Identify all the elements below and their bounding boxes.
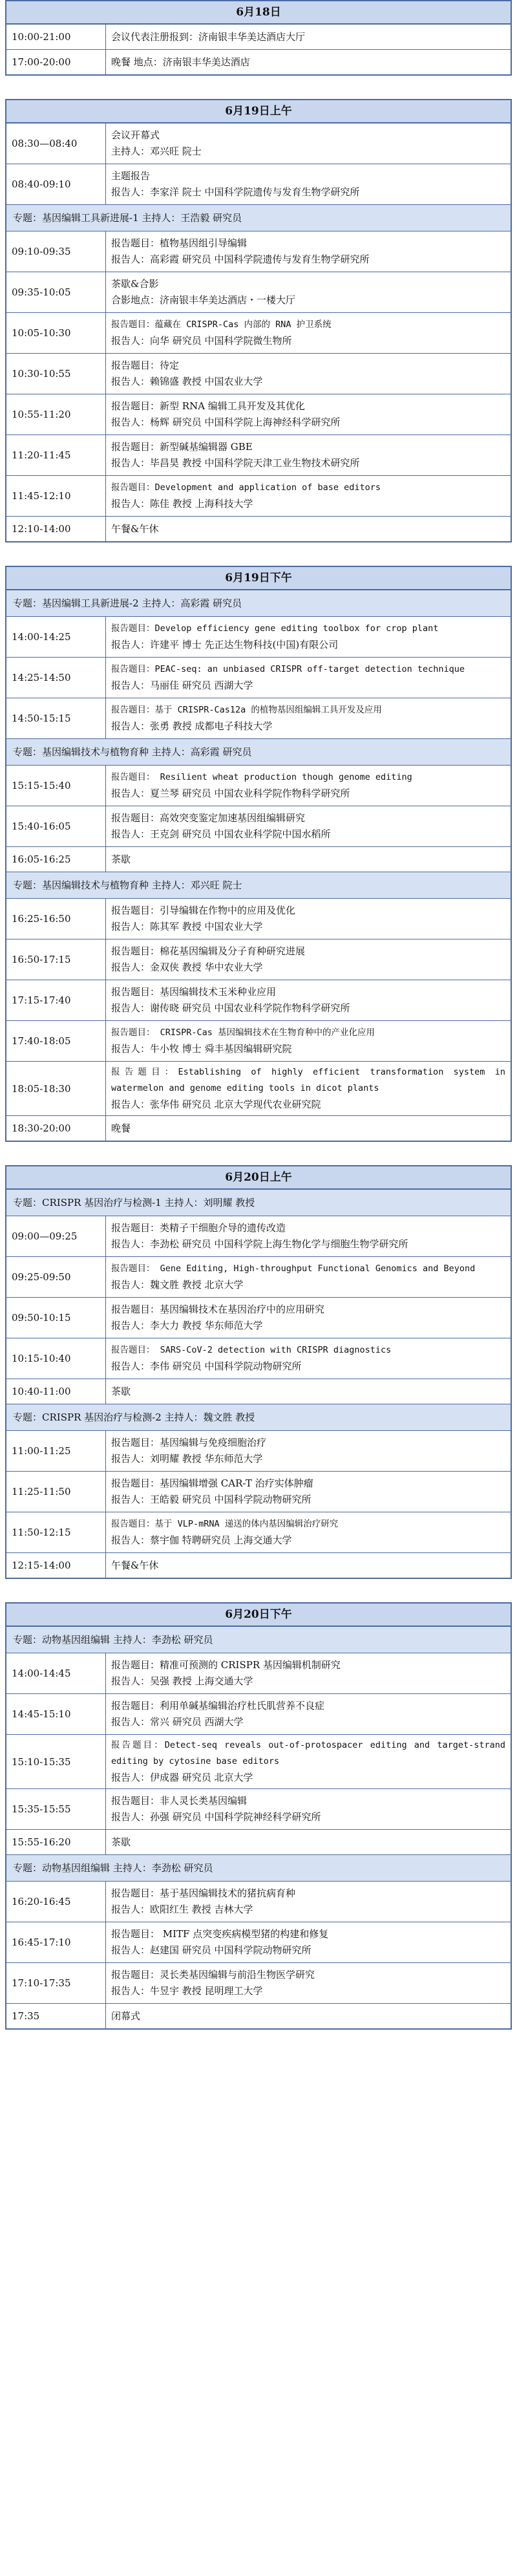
session-header: 专题：基因编辑工具新进展-2 主持人：高彩霞 研究员 xyxy=(6,590,511,616)
content-cell xyxy=(106,50,511,74)
content-cell xyxy=(106,1021,511,1061)
speaker: 报告人：常兴 研究员 西湖大学 xyxy=(111,1716,244,1728)
time-cell: 12:10-14:00 xyxy=(6,517,106,541)
talk-title: 报告题目：Develop efficiency gene editing toolbox for crop plant xyxy=(111,623,439,634)
content-cell xyxy=(106,1431,511,1471)
content-cell xyxy=(106,806,511,846)
time-cell: 10:15-10:40 xyxy=(6,1338,106,1379)
schedule-row xyxy=(6,164,511,204)
session-header: 专题：CRISPR 基因治疗与检测-1 主持人：刘明耀 教授 xyxy=(6,1189,511,1216)
content-cell xyxy=(106,847,511,872)
content-cell xyxy=(106,1379,511,1404)
content-cell xyxy=(106,2004,511,2028)
item-text: 茶歇 xyxy=(111,1385,131,1397)
content-cell xyxy=(106,1922,511,1962)
day-title: 6月19日上午 xyxy=(6,100,511,123)
content-cell xyxy=(106,1694,511,1734)
item-text: 茶歇 xyxy=(111,1836,131,1848)
item-text: 晚餐 xyxy=(111,1122,131,1134)
time-cell: 09:50-10:15 xyxy=(6,1298,106,1338)
day-title: 6月20日下午 xyxy=(6,1604,511,1626)
talk-title: 报告题目： MITF 点突变疾病模型猪的构建和修复 xyxy=(111,1928,329,1940)
speaker: 报告人：高彩霞 研究员 中国科学院遗传与发育生物学研究所 xyxy=(111,253,370,265)
speaker: 报告人：赵建国 研究员 中国科学院动物研究所 xyxy=(111,1944,311,1956)
schedule-row xyxy=(6,353,511,394)
item-text: 午餐&午休 xyxy=(111,1559,159,1571)
content-cell xyxy=(106,313,511,353)
talk-title: 报告题目： Gene Editing, High-throughput Functional Genomics and Beyond xyxy=(111,1263,476,1274)
content-cell xyxy=(106,1062,511,1115)
speaker: 报告人：李大力 教授 华东师范大学 xyxy=(111,1320,263,1331)
speaker: 报告人：陈佳 教授 上海科技大学 xyxy=(111,498,253,510)
time-cell: 17:00-20:00 xyxy=(6,50,106,74)
speaker: 报告人：刘明耀 教授 华东师范大学 xyxy=(111,1453,263,1465)
schedule-row xyxy=(6,616,511,657)
schedule-row xyxy=(6,898,511,939)
schedule-row xyxy=(6,1734,511,1788)
talk-title: 报告题目：Detect-seq reveals out-of-protospacer editing and target-strand editing by cytosine base editors xyxy=(111,1740,505,1766)
time-cell: 17:10-17:35 xyxy=(6,1963,106,2003)
speaker: 报告人：吴强 教授 上海交通大学 xyxy=(111,1675,253,1687)
speaker: 报告人：牛昱宇 教授 昆明理工大学 xyxy=(111,1985,263,1997)
speaker: 报告人：王皓毅 研究员 中国科学院动物研究所 xyxy=(111,1494,311,1505)
time-cell: 14:25-14:50 xyxy=(6,658,106,698)
talk-title: 报告题目：基于 CRISPR-Cas12a 的植物基因组编辑工具开发及应用 xyxy=(111,705,382,715)
session-header: 专题：动物基因组编辑 主持人：李劲松 研究员 xyxy=(6,1854,511,1881)
speaker: 报告人：杨辉 研究员 中国科学院上海神经科学研究所 xyxy=(111,416,341,428)
time-cell: 11:25-11:50 xyxy=(6,1472,106,1512)
schedule-row xyxy=(6,846,511,872)
schedule-row xyxy=(6,1297,511,1338)
speaker: 报告人：张勇 教授 成都电子科技大学 xyxy=(111,720,273,732)
schedule-row xyxy=(6,435,511,475)
time-cell: 10:00-21:00 xyxy=(6,25,106,49)
time-cell: 11:45-12:10 xyxy=(6,476,106,516)
content-cell xyxy=(106,698,511,738)
time-cell: 16:25-16:50 xyxy=(6,899,106,939)
schedule-row xyxy=(6,1338,511,1379)
talk-title: 报告题目： CRISPR-Cas 基因编辑技术在生物育种中的产业化应用 xyxy=(111,1027,375,1038)
schedule-row xyxy=(6,806,511,846)
content-cell xyxy=(106,123,511,164)
time-cell: 14:50-15:15 xyxy=(6,698,106,738)
time-cell: 15:15-15:40 xyxy=(6,766,106,806)
content-cell xyxy=(106,1963,511,2003)
talk-title: 报告题目：Development and application of base editors xyxy=(111,482,381,493)
speaker: 报告人：谢传晓 研究员 中国农业科学院作物科学研究所 xyxy=(111,1002,350,1014)
time-cell: 18:30-20:00 xyxy=(6,1116,106,1141)
speaker: 报告人：李伟 研究员 中国科学院动物研究所 xyxy=(111,1360,302,1372)
speaker: 报告人：向华 研究员 中国科学院微生物所 xyxy=(111,335,292,347)
schedule-row xyxy=(6,475,511,516)
day-title: 6月20日上午 xyxy=(6,1166,511,1189)
talk-title: 报告题目：新型碱基编辑器 GBE xyxy=(111,441,253,453)
day-block xyxy=(5,1602,512,2030)
speaker: 报告人：陈其军 教授 中国农业大学 xyxy=(111,921,263,932)
schedule-row xyxy=(6,1115,511,1141)
item-text: 会议代表注册报到：济南银丰华美达酒店大厅 xyxy=(111,30,306,43)
content-cell xyxy=(106,1735,511,1788)
schedule-row xyxy=(6,516,511,541)
talk-title: 报告题目：基因编辑技术玉米种业应用 xyxy=(111,986,277,998)
speaker: 报告人：欧阳红生 教授 吉林大学 xyxy=(111,1904,253,1915)
talk-title: 报告题目：蕴藏在 CRISPR-Cas 内部的 RNA 护卫系统 xyxy=(111,319,332,330)
schedule-row xyxy=(6,1653,511,1693)
time-cell: 09:00—09:25 xyxy=(6,1216,106,1256)
session-header: 专题：基因编辑技术与植物育种 主持人：邓兴旺 院士 xyxy=(6,872,511,898)
schedule-row xyxy=(6,1430,511,1471)
content-cell xyxy=(106,394,511,435)
item-text: 午餐&午休 xyxy=(111,522,159,535)
speaker: 报告人：赖锦盛 教授 中国农业大学 xyxy=(111,376,263,387)
session-header: 专题：动物基因组编辑 主持人：李劲松 研究员 xyxy=(6,1626,511,1653)
talk-title: 报告题目：基于基因编辑技术的猪抗病育种 xyxy=(111,1887,296,1899)
time-cell: 09:35-10:05 xyxy=(6,272,106,312)
time-cell: 11:50-12:15 xyxy=(6,1512,106,1552)
talk-title: 报告题目：待定 xyxy=(111,360,180,371)
talk-title: 报告题目：PEAC-seq: an unbiased CRISPR off-target detection technique xyxy=(111,664,465,674)
schedule-row xyxy=(6,765,511,806)
item-text: 合影地点：济南银丰华美达酒店・一楼大厅 xyxy=(111,294,296,306)
schedule-row xyxy=(6,231,511,272)
speaker: 报告人：毕昌昊 教授 中国科学院天津工业生物技术研究所 xyxy=(111,457,360,469)
item-text: 茶歇&合影 xyxy=(111,278,159,290)
content-cell xyxy=(106,435,511,475)
time-cell: 09:10-09:35 xyxy=(6,231,106,272)
speaker: 报告人：夏兰琴 研究员 中国农业科学院作物科学研究所 xyxy=(111,788,350,799)
content-cell xyxy=(106,1789,511,1829)
talk-title: 报告题目： SARS-CoV-2 detection with CRISPR diagnostics xyxy=(111,1345,392,1355)
time-cell: 16:50-17:15 xyxy=(6,939,106,980)
time-cell: 10:30-10:55 xyxy=(6,354,106,394)
speaker: 报告人：孙强 研究员 中国科学院神经科学研究所 xyxy=(111,1811,321,1823)
schedule-row xyxy=(6,272,511,312)
schedule-row xyxy=(6,1552,511,1578)
schedule-row xyxy=(6,657,511,698)
schedule-row xyxy=(6,1216,511,1256)
time-cell: 10:55-11:20 xyxy=(6,394,106,435)
content-cell xyxy=(106,476,511,516)
speaker: 报告人：张华伟 研究员 北京大学现代农业研究院 xyxy=(111,1099,321,1110)
content-cell xyxy=(106,1472,511,1512)
speaker: 主持人：邓兴旺 院士 xyxy=(111,145,202,157)
time-cell: 16:20-16:45 xyxy=(6,1882,106,1922)
schedule-row xyxy=(6,24,511,49)
time-cell: 18:05-18:30 xyxy=(6,1062,106,1115)
content-cell xyxy=(106,354,511,394)
speaker: 报告人：许建平 博士 先正达生物科技(中国)有限公司 xyxy=(111,639,339,650)
time-cell: 16:45-17:10 xyxy=(6,1922,106,1962)
time-cell: 17:15-17:40 xyxy=(6,980,106,1020)
time-cell: 09:25-09:50 xyxy=(6,1257,106,1297)
content-cell xyxy=(106,980,511,1020)
speaker: 报告人：魏文胜 教授 北京大学 xyxy=(111,1279,244,1291)
talk-title: 报告题目：Establishing of highly efficient transformation system in watermelon and genome editing tools in dicot plants xyxy=(111,1067,505,1093)
schedule-row xyxy=(6,1061,511,1115)
content-cell xyxy=(106,231,511,272)
day-block xyxy=(5,0,512,76)
speaker: 报告人：李家洋 院士 中国科学院遗传与发育生物学研究所 xyxy=(111,186,360,198)
schedule-row xyxy=(6,312,511,353)
talk-title: 报告题目：植物基因组引导编辑 xyxy=(111,237,248,249)
talk-title: 报告题目：新型 RNA 编辑工具开发及其优化 xyxy=(111,400,305,412)
item-text: 晚餐 地点：济南银丰华美达酒店 xyxy=(111,56,250,68)
session-header: 专题：基因编辑技术与植物育种 主持人：高彩霞 研究员 xyxy=(6,738,511,765)
schedule-row xyxy=(6,939,511,980)
talk-title: 报告题目：基因编辑增强 CAR-T 治疗实体肿瘤 xyxy=(111,1477,313,1489)
talk-title: 报告题目：引导编辑在作物中的应用及优化 xyxy=(111,905,296,916)
time-cell: 15:10-15:35 xyxy=(6,1735,106,1788)
time-cell: 08:40-09:10 xyxy=(6,164,106,204)
schedule-row xyxy=(6,1471,511,1512)
time-cell: 17:35 xyxy=(6,2004,106,2028)
content-cell xyxy=(106,1298,511,1338)
item-text: 主题报告 xyxy=(111,170,151,182)
content-cell xyxy=(106,1216,511,1256)
schedule-row xyxy=(6,1962,511,2003)
schedule-row xyxy=(6,1693,511,1734)
speaker: 报告人：李劲松 研究员 中国科学院上海生物化学与细胞生物学研究所 xyxy=(111,1238,408,1250)
item-text: 茶歇 xyxy=(111,853,131,865)
talk-title: 报告题目：类精子干细胞介导的遗传改造 xyxy=(111,1222,286,1234)
content-cell xyxy=(106,164,511,204)
time-cell: 11:20-11:45 xyxy=(6,435,106,475)
schedule-row xyxy=(6,123,511,164)
item-text: 会议开幕式 xyxy=(111,129,160,141)
schedule-row xyxy=(6,1922,511,1962)
day-title: 6月18日 xyxy=(6,1,511,24)
content-cell xyxy=(106,272,511,312)
time-cell: 08:30—08:40 xyxy=(6,123,106,164)
speaker: 报告人：伊成器 研究员 北京大学 xyxy=(111,1772,253,1783)
session-header: 专题：基因编辑工具新进展-1 主持人：王浩毅 研究员 xyxy=(6,204,511,231)
time-cell: 17:40-18:05 xyxy=(6,1021,106,1061)
schedule-row xyxy=(6,1881,511,1922)
time-cell: 15:35-15:55 xyxy=(6,1789,106,1829)
content-cell xyxy=(106,939,511,980)
schedule-row xyxy=(6,1829,511,1854)
talk-title: 报告题目：基因编辑技术在基因治疗中的应用研究 xyxy=(111,1304,325,1315)
talk-title: 报告题目：灵长类基因编辑与前沿生物医学研究 xyxy=(111,1969,315,1980)
content-cell xyxy=(106,25,511,49)
content-cell xyxy=(106,658,511,698)
schedule-row xyxy=(6,1256,511,1297)
talk-title: 报告题目：高效突变鉴定加速基因组编辑研究 xyxy=(111,812,306,824)
content-cell xyxy=(106,1553,511,1578)
session-header: 专题：CRISPR 基因治疗与检测-2 主持人：魏文胜 教授 xyxy=(6,1404,511,1430)
time-cell: 15:55-16:20 xyxy=(6,1830,106,1854)
content-cell xyxy=(106,1257,511,1297)
day-block xyxy=(5,99,512,542)
schedule-row xyxy=(6,49,511,74)
schedule-row xyxy=(6,394,511,435)
talk-title: 报告题目：基因编辑与免疫细胞治疗 xyxy=(111,1437,267,1448)
talk-title: 报告题目：利用单碱基编辑治疗杜氏肌营养不良症 xyxy=(111,1700,325,1712)
content-cell xyxy=(106,1830,511,1854)
speaker: 报告人：金双侠 教授 华中农业大学 xyxy=(111,961,263,973)
day-block xyxy=(5,566,512,1142)
speaker: 报告人：马丽佳 研究员 西湖大学 xyxy=(111,680,253,691)
content-cell xyxy=(106,766,511,806)
talk-title: 报告题目：基于 VLP-mRNA 递送的体内基因编辑治疗研究 xyxy=(111,1519,339,1529)
time-cell: 16:05-16:25 xyxy=(6,847,106,872)
time-cell: 11:00-11:25 xyxy=(6,1431,106,1471)
talk-title: 报告题目：精准可预测的 CRISPR 基因编辑机制研究 xyxy=(111,1659,341,1671)
talk-title: 报告题目：非人灵长类基因编辑 xyxy=(111,1795,248,1807)
schedule-row xyxy=(6,1788,511,1829)
time-cell: 14:00-14:25 xyxy=(6,617,106,657)
time-cell: 14:00-14:45 xyxy=(6,1653,106,1693)
item-text: 闭幕式 xyxy=(111,2010,141,2022)
time-cell: 15:40-16:05 xyxy=(6,806,106,846)
day-title: 6月19日下午 xyxy=(6,567,511,590)
schedule-row xyxy=(6,1020,511,1061)
content-cell xyxy=(106,1512,511,1552)
content-cell xyxy=(106,617,511,657)
time-cell: 12:15-14:00 xyxy=(6,1553,106,1578)
talk-title: 报告题目：棉花基因编辑及分子育种研究进展 xyxy=(111,945,306,957)
time-cell: 14:45-15:10 xyxy=(6,1694,106,1734)
schedule-row xyxy=(6,698,511,738)
time-cell: 10:40-11:00 xyxy=(6,1379,106,1404)
day-block xyxy=(5,1165,512,1579)
schedule-row xyxy=(6,1379,511,1404)
schedule-row xyxy=(6,2003,511,2028)
speaker: 报告人：王克剑 研究员 中国农业科学院中国水稻所 xyxy=(111,828,331,840)
content-cell xyxy=(106,1338,511,1379)
content-cell xyxy=(106,1116,511,1141)
content-cell xyxy=(106,1653,511,1693)
speaker: 报告人：牛小牧 博士 舜丰基因编辑研究院 xyxy=(111,1043,292,1055)
talk-title: 报告题目： Resilient wheat production though genome editing xyxy=(111,772,412,782)
schedule-row xyxy=(6,980,511,1020)
content-cell xyxy=(106,899,511,939)
schedule-row xyxy=(6,1512,511,1552)
speaker: 报告人：蔡宇伽 特聘研究员 上海交通大学 xyxy=(111,1534,292,1546)
content-cell xyxy=(106,1882,511,1922)
content-cell xyxy=(106,517,511,541)
time-cell: 10:05-10:30 xyxy=(6,313,106,353)
